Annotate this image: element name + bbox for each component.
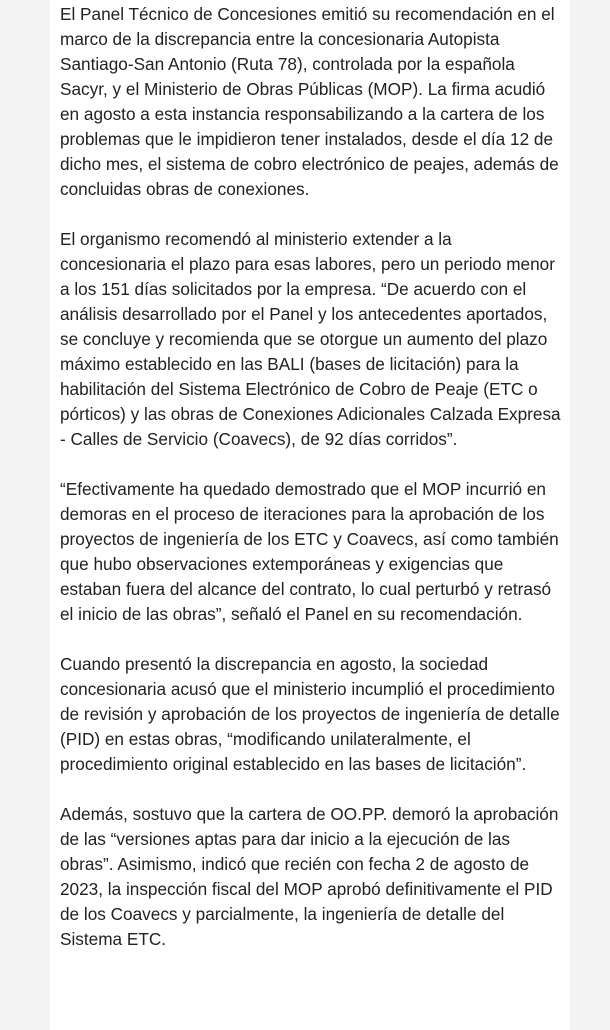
paragraph: El Panel Técnico de Concesiones emitió su recomendación en el marco de la discrepancia entre la concesionaria Autopista Santiago-San Antonio (Ruta 78), controlada por la española Sacyr, y el Ministerio de Obras Públicas (MOP). La firma acudió en agosto a esta instancia responsabilizando a la cartera de los problemas que le impidieron tener instalados, desde el día 12 de dicho mes, el sistema de cobro electrónico de peajes, además de concluidas obras de conexiones. [60, 4, 559, 199]
paragraph: Además, sostuvo que la cartera de OO.PP. demoró la aprobación de las “versiones aptas para dar inicio a la ejecución de las obras”. Asimismo, indicó que recién con fecha 2 de agosto de 2023, la inspección fiscal del MOP aprobó definitivamente el PID de los Coavecs y parcialmente, la ingeniería de detalle del Sistema ETC. [60, 804, 559, 949]
paragraph: Cuando presentó la discrepancia en agosto, la sociedad concesionaria acusó que el ministerio incumplió el procedimiento de revisión y aprobación de los proyectos de ingeniería de detalle (PID) en estas obras, “modificando unilateralmente, el procedimiento original establecido en las bases de licitación”. [60, 654, 560, 774]
paragraph: El organismo recomendó al ministerio extender a la concesionaria el plazo para esas labores, pero un periodo menor a los 151 días solicitados por la empresa. “De acuerdo con el análisis desarrollado por el Panel y los antecedentes aportados, se concluye y recomienda que se otorgue un aumento del plazo máximo establecido en las BALI (bases de licitación) para la habilitación del Sistema Electrónico de Cobro de Peaje (ETC o pórticos) y las obras de Conexiones Adicionales Calzada Expresa - Calles de Servicio (Coavecs), de 92 días corridos”. [60, 229, 561, 449]
paragraph: “Efectivamente ha quedado demostrado que el MOP incurrió en demoras en el proceso de iteraciones para la aprobación de los proyectos de ingeniería de los ETC y Coavecs, así como también que hubo observaciones extemporáneas y exigencias que estaban fuera del alcance del contrato, lo cual perturbó y retrasó el inicio de las obras”, señaló el Panel en su recomendación. [60, 479, 559, 624]
article-body [50, 0, 570, 1030]
